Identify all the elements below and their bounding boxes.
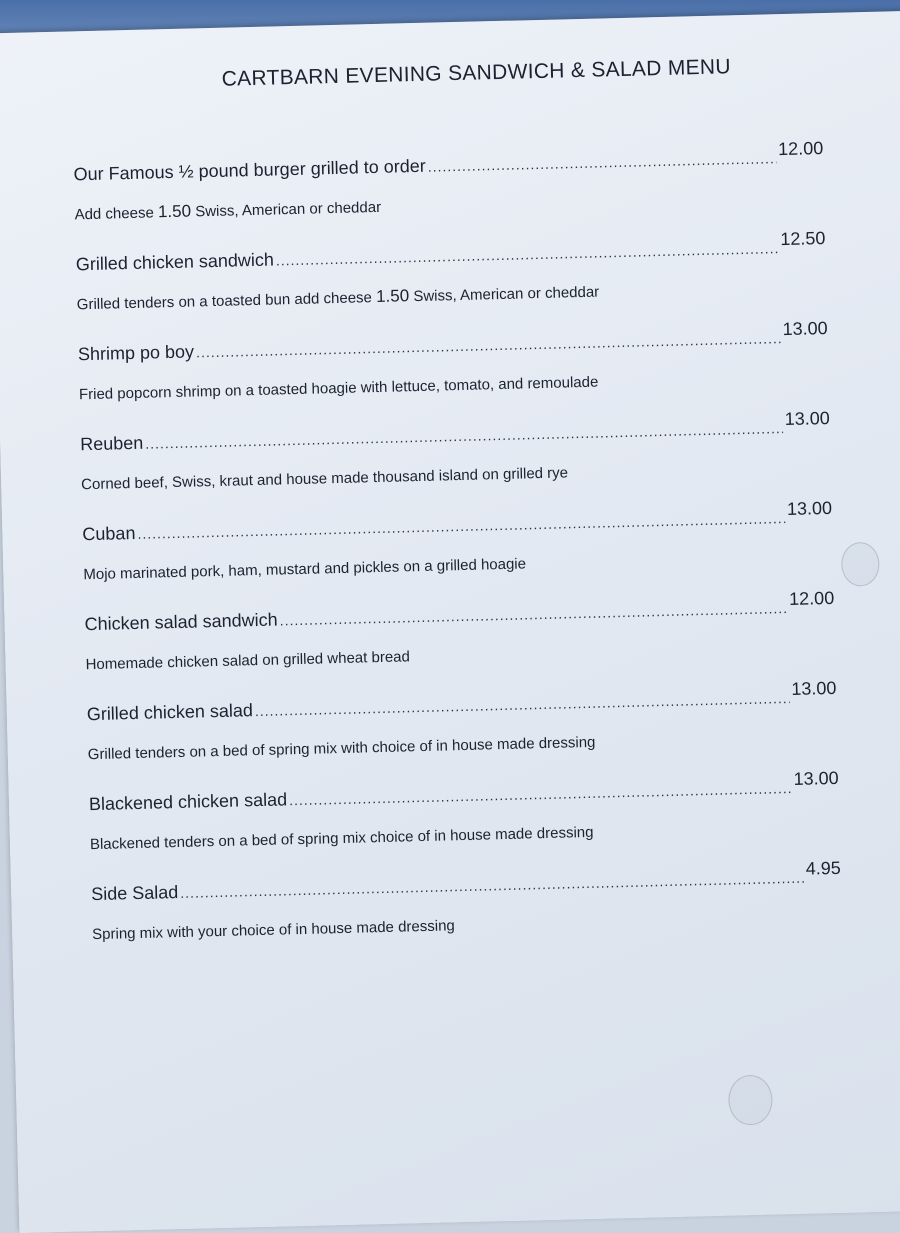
menu-item-line — [82, 504, 852, 546]
description-text: Spring mix with your choice of in house made dressing — [92, 917, 455, 943]
description-text: Add cheese — [74, 204, 158, 223]
menu-item-line — [84, 594, 854, 636]
menu-item-line — [80, 414, 850, 456]
menu-item-price: 12.00 — [789, 587, 835, 610]
menu-item — [80, 414, 851, 495]
menu-item-description — [81, 455, 851, 495]
menu-item — [91, 864, 862, 945]
description-text: Grilled tenders on a toasted bun add cheese — [77, 289, 377, 313]
menu-item-line — [89, 774, 859, 816]
paper-stain — [728, 1075, 773, 1126]
menu-item-name: Chicken salad sandwich — [84, 609, 278, 636]
menu-item-line — [73, 145, 843, 187]
dot-leader — [427, 147, 776, 178]
menu-item-name: Reuben — [80, 432, 144, 456]
menu-item — [82, 504, 853, 585]
dot-leader — [196, 327, 781, 363]
menu-item-line — [87, 684, 857, 726]
menu-item-description — [83, 545, 853, 585]
description-text: Blackened tenders on a bed of spring mix choice of in house made dressing — [90, 824, 594, 853]
menu-item-line — [91, 864, 861, 906]
menu-item-price: 12.50 — [780, 227, 826, 250]
menu-content — [71, 53, 863, 974]
menu-sheet — [0, 11, 900, 1233]
description-text: Swiss, American or cheddar — [191, 199, 381, 221]
menu-item-price: 13.00 — [787, 497, 833, 520]
menu-title: CARTBARN EVENING SANDWICH & SALAD MENU — [71, 53, 841, 96]
menu-item-line — [76, 235, 846, 277]
dot-leader — [276, 237, 779, 271]
menu-item-price: 13.00 — [791, 677, 837, 700]
menu-item — [76, 235, 847, 316]
menu-item — [78, 325, 849, 406]
menu-item-name: Grilled chicken sandwich — [76, 249, 275, 276]
menu-item-price: 13.00 — [793, 767, 839, 790]
menu-item-line — [78, 325, 848, 367]
menu-item — [87, 684, 858, 765]
menu-item — [84, 594, 855, 675]
description-text: Mojo marinated pork, ham, mustard and pickles on a grilled hoagie — [83, 555, 526, 583]
dot-leader — [255, 687, 790, 722]
menu-item-price: 12.00 — [778, 137, 824, 160]
menu-item — [89, 774, 860, 855]
menu-item-description — [90, 815, 860, 855]
menu-item-price: 13.00 — [784, 407, 830, 430]
dot-leader — [289, 777, 792, 811]
menu-item-description — [74, 186, 844, 226]
menu-item-name: Grilled chicken salad — [87, 699, 254, 725]
description-text: Swiss, American or cheddar — [409, 284, 599, 306]
menu-item — [73, 145, 844, 226]
menu-item-description — [85, 635, 855, 675]
description-text: Corned beef, Swiss, kraut and house made thousand island on grilled rye — [81, 464, 568, 493]
menu-item-description — [77, 276, 847, 316]
menu-item-name: Cuban — [82, 522, 136, 545]
menu-item-name: Our Famous ½ pound burger grilled to order — [73, 155, 426, 186]
menu-item-description — [92, 905, 862, 945]
description-text: Grilled tenders on a bed of spring mix with choice of in house made dressing — [88, 734, 596, 763]
menu-item-price: 13.00 — [782, 317, 828, 340]
dot-leader — [137, 507, 785, 545]
menu-item-name: Blackened chicken salad — [89, 788, 288, 815]
menu-item-price: 4.95 — [805, 857, 841, 880]
dot-leader — [145, 417, 783, 455]
dot-leader — [180, 867, 804, 904]
menu-item-name: Side Salad — [91, 881, 179, 905]
menu-item-description — [88, 725, 858, 765]
dot-leader — [279, 597, 787, 631]
description-text: Fried popcorn shrimp on a toasted hoagie with lettuce, tomato, and remoulade — [79, 374, 599, 404]
menu-list — [73, 145, 862, 946]
menu-item-description — [79, 365, 849, 405]
add-on-price: 1.50 — [376, 286, 410, 306]
menu-item-name: Shrimp po boy — [78, 340, 195, 365]
add-on-price: 1.50 — [158, 202, 192, 222]
description-text: Homemade chicken salad on grilled wheat bread — [85, 648, 410, 673]
